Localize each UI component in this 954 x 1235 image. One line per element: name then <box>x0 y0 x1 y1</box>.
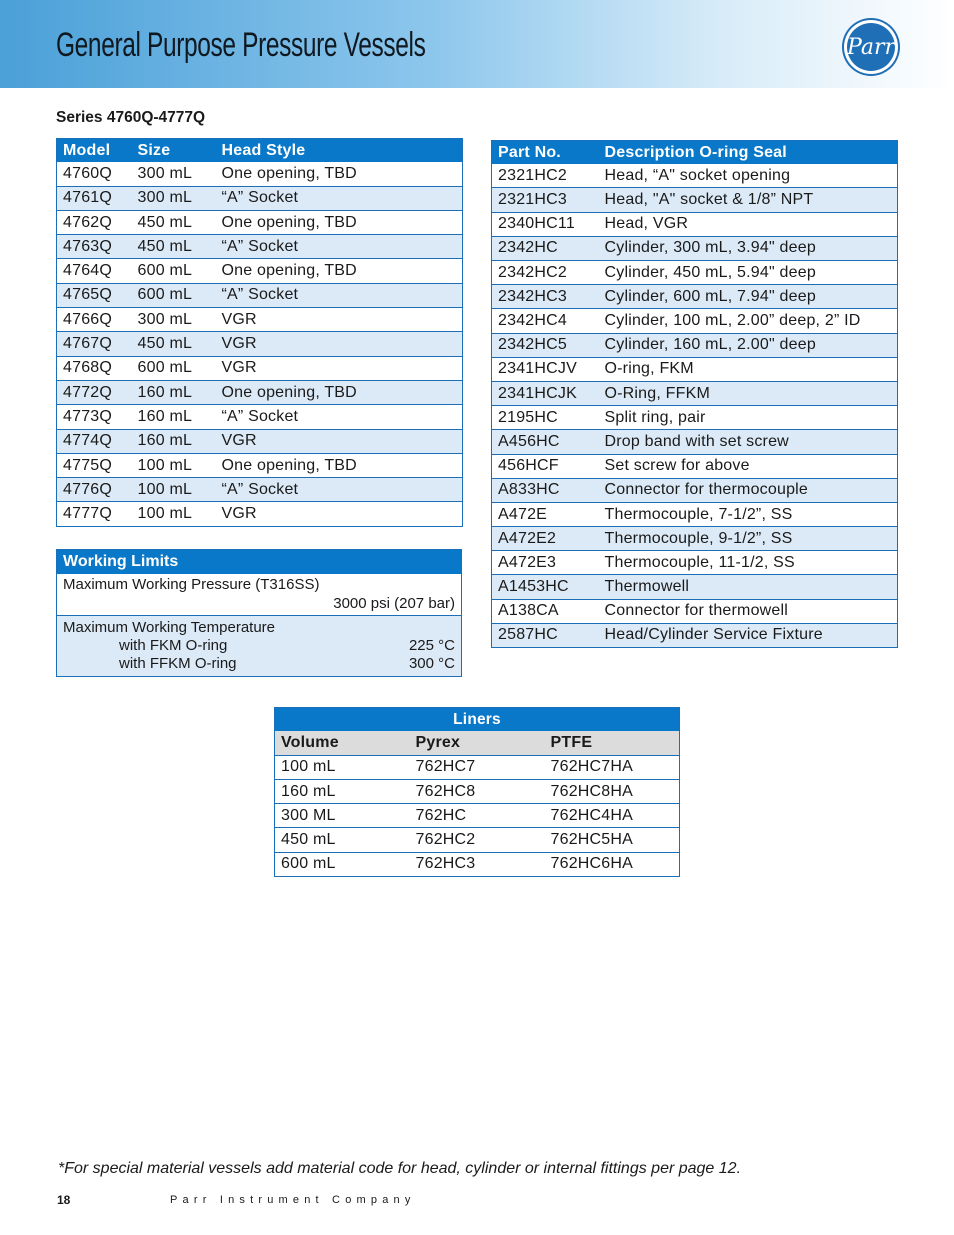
table-row <box>57 308 463 332</box>
table-row <box>275 755 680 779</box>
ptfe-cell: 762HC6HA <box>545 852 680 876</box>
ptfe-cell: 762HC8HA <box>545 779 680 803</box>
description-cell: Head, "A" socket & 1/8” NPT <box>599 188 898 212</box>
ptfe-cell: 762HC4HA <box>545 804 680 828</box>
volume-cell: 100 mL <box>275 755 410 779</box>
head-style-cell: “A” Socket <box>216 283 463 307</box>
description-cell: Thermocouple, 11-1/2, SS <box>599 551 898 575</box>
head-style-cell: “A” Socket <box>216 235 463 259</box>
column-header-model: Model <box>57 139 132 163</box>
model-cell: 4775Q <box>57 453 132 477</box>
fkm-value: 225 °C <box>408 637 455 654</box>
size-cell: 300 mL <box>132 308 216 332</box>
model-table <box>56 138 463 527</box>
page-header <box>0 0 954 88</box>
part-no-cell: 2587HC <box>492 623 599 647</box>
description-cell: Thermocouple, 7-1/2”, SS <box>599 502 898 526</box>
part-no-cell: 2195HC <box>492 406 599 430</box>
table-row <box>57 405 463 429</box>
table-row <box>492 575 898 599</box>
model-cell: 4761Q <box>57 186 132 210</box>
head-style-cell: One opening, TBD <box>216 210 463 234</box>
part-no-cell: 2341HCJK <box>492 381 599 405</box>
table-row <box>275 828 680 852</box>
table-row <box>57 380 463 404</box>
size-cell: 300 mL <box>132 186 216 210</box>
table-row <box>492 309 898 333</box>
ptfe-cell: 762HC5HA <box>545 828 680 852</box>
part-no-cell: A456HC <box>492 430 599 454</box>
part-no-cell: 2321HC2 <box>498 166 568 184</box>
head-style-cell: VGR <box>216 356 463 380</box>
company-name: Parr Instrument Company <box>170 1194 416 1206</box>
size-cell: 600 mL <box>132 283 216 307</box>
table-row <box>492 285 898 309</box>
table-row <box>57 502 463 526</box>
head-style-cell: One opening, TBD <box>216 259 463 283</box>
description-cell: Cylinder, 600 mL, 7.94" deep <box>599 285 898 309</box>
table-row <box>492 236 898 260</box>
column-header-head-style: Head Style <box>216 139 463 163</box>
part-no-cell: 2342HC3 <box>492 285 599 309</box>
description-cell: O-ring, FKM <box>599 357 898 381</box>
part-no-cell: A472E <box>492 502 599 526</box>
pressure-label: Maximum Working Pressure (T316SS) <box>63 576 320 593</box>
table-row <box>492 406 898 430</box>
ffkm-value: 300 °C <box>408 655 455 672</box>
description-cell: Connector for thermocouple <box>599 478 898 502</box>
table-row <box>492 261 898 285</box>
table-row <box>57 235 463 259</box>
table-row <box>492 333 898 357</box>
part-no-cell: 2342HC5 <box>492 333 599 357</box>
size-cell: 160 mL <box>132 380 216 404</box>
description-cell: Thermocouple, 9-1/2”, SS <box>599 527 898 551</box>
description-cell: Set screw for above <box>599 454 898 478</box>
page-number: 18 <box>57 1193 71 1207</box>
model-cell: 4766Q <box>57 308 132 332</box>
head-style-cell: VGR <box>216 429 463 453</box>
table-row <box>57 429 463 453</box>
column-header-pyrex: Pyrex <box>410 731 545 755</box>
size-cell: 600 mL <box>132 259 216 283</box>
table-row <box>492 502 898 526</box>
fkm-label: with FKM O-ring <box>119 637 228 654</box>
part-no-cell: 2341HCJV <box>492 357 599 381</box>
table-row <box>492 381 898 405</box>
description-cell: Cylinder, 450 mL, 5.94" deep <box>599 261 898 285</box>
head-style-cell: VGR <box>216 332 463 356</box>
part-no-cell: A472E3 <box>492 551 599 575</box>
page-title: General Purpose Pressure Vessels <box>56 26 426 64</box>
head-style-cell: One opening, TBD <box>216 453 463 477</box>
model-cell: 4772Q <box>57 380 132 404</box>
table-row <box>57 453 463 477</box>
head-style-cell: VGR <box>216 308 463 332</box>
description-cell: O-Ring, FFKM <box>599 381 898 405</box>
column-header-volume: Volume <box>275 731 410 755</box>
size-cell: 450 mL <box>132 210 216 234</box>
size-cell: 100 mL <box>132 453 216 477</box>
working-limits-title: Working Limits <box>57 550 461 574</box>
series-title: Series 4760Q-4777Q <box>56 109 206 126</box>
model-cell: 4764Q <box>57 259 132 283</box>
pyrex-cell: 762HC <box>410 804 545 828</box>
model-cell: 4777Q <box>57 502 132 526</box>
table-row <box>57 283 463 307</box>
table-row <box>492 623 898 647</box>
pressure-value: 3000 psi (207 bar) <box>333 595 455 612</box>
part-no-cell: 2342HC4 <box>492 309 599 333</box>
pyrex-cell: 762HC7 <box>410 755 545 779</box>
table-row <box>492 551 898 575</box>
size-cell: 100 mL <box>132 502 216 526</box>
model-cell: 4760Q <box>63 164 113 182</box>
part-no-cell: A833HC <box>492 478 599 502</box>
column-header-description: Description O-ring Seal <box>599 141 898 165</box>
head-style-cell: One opening, TBD <box>216 380 463 404</box>
table-row <box>275 804 680 828</box>
working-limits-box <box>56 549 462 677</box>
size-cell: 160 mL <box>132 429 216 453</box>
table-row <box>492 454 898 478</box>
volume-cell: 160 mL <box>275 779 410 803</box>
part-no-cell: 456HCF <box>492 454 599 478</box>
model-cell: 4767Q <box>57 332 132 356</box>
parr-logo: Parr <box>844 20 898 74</box>
size-cell: 160 mL <box>132 405 216 429</box>
model-cell: 4763Q <box>57 235 132 259</box>
head-style-cell: “A” Socket <box>216 478 463 502</box>
part-no-cell: A1453HC <box>492 575 599 599</box>
liners-title: Liners <box>275 708 680 732</box>
model-cell: 4773Q <box>57 405 132 429</box>
size-cell: 100 mL <box>132 478 216 502</box>
column-header-size: Size <box>132 139 216 163</box>
description-cell: Head, VGR <box>599 212 898 236</box>
size-cell: 600 mL <box>132 356 216 380</box>
description-cell: Connector for thermowell <box>599 599 898 623</box>
table-row <box>57 332 463 356</box>
part-no-cell: 2342HC2 <box>492 261 599 285</box>
liners-table <box>274 707 680 877</box>
table-row <box>492 212 898 236</box>
ptfe-cell: 762HC7HA <box>545 755 680 779</box>
table-row <box>57 356 463 380</box>
size-cell: 300 mL <box>137 164 193 182</box>
parts-table <box>491 140 898 648</box>
pyrex-cell: 762HC3 <box>410 852 545 876</box>
table-row <box>492 599 898 623</box>
column-header-ptfe: PTFE <box>545 731 680 755</box>
description-cell: Cylinder, 160 mL, 2.00" deep <box>599 333 898 357</box>
head-style-cell: One opening, TBD <box>221 164 357 182</box>
table-row <box>275 852 680 876</box>
volume-cell: 300 ML <box>275 804 410 828</box>
model-cell: 4765Q <box>57 283 132 307</box>
column-header-part-no: Part No. <box>492 141 599 165</box>
table-row <box>492 188 898 212</box>
part-no-cell: 2340HC11 <box>492 212 599 236</box>
head-style-cell: “A” Socket <box>216 186 463 210</box>
part-no-cell: 2342HC <box>492 236 599 260</box>
part-no-cell: A138CA <box>492 599 599 623</box>
part-no-cell: A472E2 <box>492 527 599 551</box>
table-row <box>57 210 463 234</box>
head-style-cell: “A” Socket <box>216 405 463 429</box>
model-cell: 4768Q <box>57 356 132 380</box>
pyrex-cell: 762HC8 <box>410 779 545 803</box>
model-cell: 4774Q <box>57 429 132 453</box>
ffkm-label: with FFKM O-ring <box>119 655 237 672</box>
description-cell: Drop band with set screw <box>599 430 898 454</box>
description-cell: Cylinder, 300 mL, 3.94" deep <box>599 236 898 260</box>
table-row <box>57 259 463 283</box>
description-cell: Split ring, pair <box>599 406 898 430</box>
table-row <box>492 357 898 381</box>
part-no-cell: 2321HC3 <box>492 188 599 212</box>
table-row <box>492 430 898 454</box>
volume-cell: 600 mL <box>275 852 410 876</box>
description-cell: Head/Cylinder Service Fixture <box>599 623 898 647</box>
size-cell: 450 mL <box>132 332 216 356</box>
description-cell: Thermowell <box>599 575 898 599</box>
volume-cell: 450 mL <box>275 828 410 852</box>
table-row <box>492 164 898 188</box>
table-row <box>492 527 898 551</box>
size-cell: 450 mL <box>132 235 216 259</box>
model-cell: 4762Q <box>57 210 132 234</box>
pyrex-cell: 762HC2 <box>410 828 545 852</box>
table-row <box>57 162 463 186</box>
head-style-cell: VGR <box>216 502 463 526</box>
table-row <box>275 779 680 803</box>
table-row <box>57 478 463 502</box>
description-cell: Head, “A" socket opening <box>604 166 791 184</box>
description-cell: Cylinder, 100 mL, 2.00” deep, 2” ID <box>599 309 898 333</box>
model-cell: 4776Q <box>57 478 132 502</box>
temperature-label: Maximum Working Temperature <box>63 619 276 636</box>
table-row <box>492 478 898 502</box>
footnote: *For special material vessels add material code for head, cylinder or internal fittings per page 12. <box>58 1160 742 1177</box>
table-row <box>57 186 463 210</box>
